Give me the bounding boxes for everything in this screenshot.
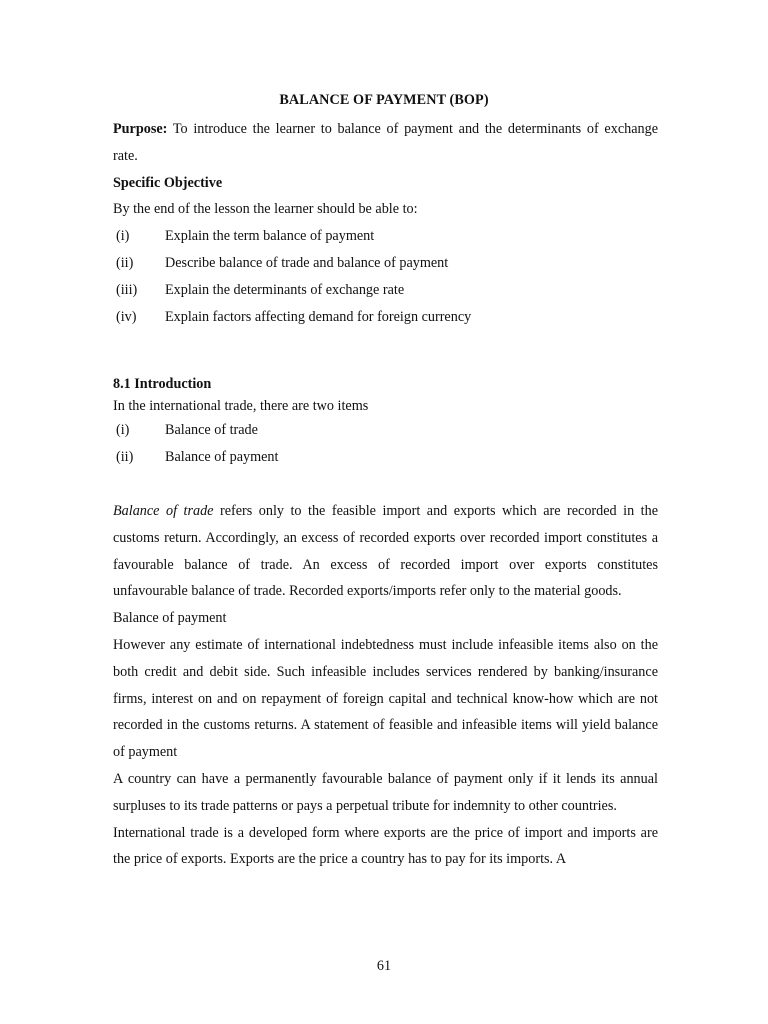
- trade-item: [113, 417, 658, 444]
- spacer: [113, 471, 658, 498]
- balance-of-trade-paragraph: [113, 498, 658, 605]
- spacer: [113, 330, 658, 373]
- objective-item: [113, 304, 658, 331]
- objective-text: Explain the term balance of payment: [165, 228, 375, 245]
- purpose-label: Purpose:: [113, 121, 168, 137]
- item-number: (i): [116, 422, 130, 439]
- objective-number: (iii): [116, 281, 138, 298]
- balance-of-trade-text: refers only to the feasible import and exports which are recorded in the customs return. Accordingly, an excess of recorded exports over recorded import constitutes a favourable balance of trade. An excess of recorded import over exports constitutes unfavourable balance of trade. Recorded exports/imports refer only to the material goods.: [113, 502, 658, 600]
- page-number: 61: [376, 958, 392, 974]
- objective-number: (iv): [116, 308, 137, 325]
- trade-paragraph: International trade is a developed form where exports are the price of import and imports are the price of exports. Exports are the price a country has to pay for its imports. A: [113, 824, 658, 868]
- objective-text: Explain the determinants of exchange rate: [165, 281, 405, 298]
- item-text: Balance of payment: [165, 449, 279, 466]
- page-title: BALANCE OF PAYMENT (BOP): [279, 92, 489, 108]
- objective-text: Explain factors affecting demand for foreign currency: [165, 308, 472, 325]
- purpose-paragraph: [113, 116, 658, 170]
- objective-number: (ii): [116, 254, 134, 271]
- objective-item: [113, 223, 658, 250]
- item-number: (ii): [116, 449, 134, 466]
- purpose-text: To introduce the learner to balance of payment and the determinants of exchange rate.: [113, 121, 658, 164]
- objective-number: (i): [116, 228, 130, 245]
- trade-item: [113, 444, 658, 471]
- specific-objective-heading: Specific Objective: [113, 174, 223, 191]
- item-text: Balance of trade: [165, 422, 258, 439]
- balance-of-trade-term: Balance of trade: [113, 502, 214, 519]
- objective-text: Describe balance of trade and balance of payment: [165, 254, 449, 271]
- country-paragraph: A country can have a permanently favourable balance of payment only if it lends its annual surpluses to its trade patterns or pays a perpetual tribute for indemnity to other countries.: [113, 770, 658, 814]
- introduction-text: In the international trade, there are two items: [113, 398, 369, 415]
- bop-paragraph: However any estimate of international indebtedness must include infeasible items also on the both credit and debit side. Such infeasible includes services rendered by banking/insurance firms, interest on and on repayment of foreign capital and technical know-how which are not recorded in the customs returns. A statement of feasible and infeasible items will yield balance of payment: [113, 636, 658, 761]
- balance-of-payment-label: Balance of payment: [113, 610, 227, 627]
- document-body: [113, 116, 658, 873]
- introduction-heading: 8.1 Introduction: [113, 376, 212, 393]
- objective-item: [113, 250, 658, 277]
- objectives-intro: By the end of the lesson the learner should be able to:: [113, 201, 418, 218]
- objective-item: [113, 277, 658, 304]
